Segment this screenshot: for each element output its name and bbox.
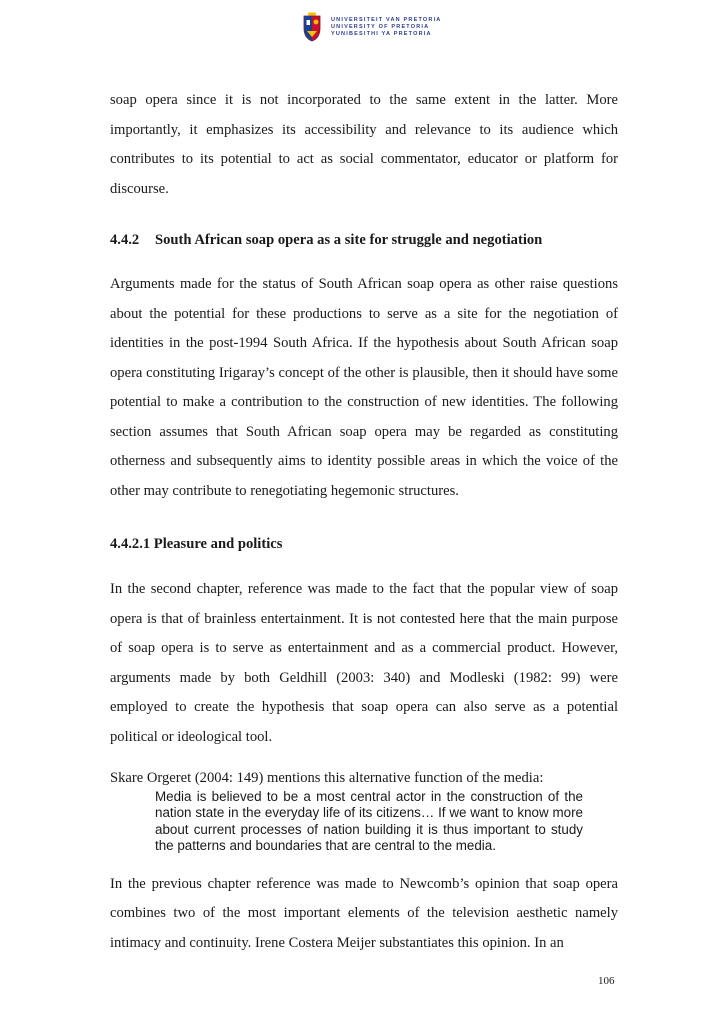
section-number: 4.4.2 [110, 232, 140, 248]
section-heading [110, 230, 618, 250]
page-number: 106 [598, 975, 615, 987]
subsection-heading: 4.4.2.1 Pleasure and politics [110, 536, 283, 552]
paragraph-second-chapter: In the second chapter, reference was made to the fact that the popular view of soap opera is that of brainless entertainment. It is not contested here that the main purpose of soap opera is to serve as entertainment and as a commercial product. However, arguments made by both Geldhill (2003: 340) and Modleski (1982: 99) were employed to create the hypothesis that soap opera can also serve as a potential political or ideological tool. [110, 581, 618, 745]
block-quote: Media is believed to be a most central actor in the construction of the nation state in the everyday life of its citizens… If we want to know more about current processes of nation building it is thus important to study the patterns and boundaries that are central to the media. [155, 788, 583, 853]
section-title: South African soap opera as a site for struggle and negotiation [155, 232, 543, 248]
university-names [331, 17, 441, 38]
page-body [110, 86, 618, 958]
paragraph-arguments: Arguments made for the status of South African soap opera as other raise questions about the potential for these productions to serve as a site for the negotiation of identities in the post-1994 South Africa. If the hypothesis about South African soap opera constituting Irigaray’s concept of the other is plausible, then it should have some potential to make a contribution to the construction of new identities. The following section assumes that South African soap opera may be regarded as constituting otherness and subsequently aims to identity possible areas in which the voice of the other may contribute to renegotiating hegemonic structures. [110, 276, 618, 499]
page-header [301, 10, 441, 44]
university-name-sepedi: YUNIBESITHI YA PRETORIA [331, 30, 432, 37]
university-crest-icon [301, 12, 323, 42]
paragraph-continuation: soap opera since it is not incorporated to the same extent in the latter. More importantly, it emphasizes its accessibility and relevance to its audience which contributes to its potential to act as social commentator, educator or platform for discourse. [110, 92, 618, 197]
paragraph-newcomb: In the previous chapter reference was made to Newcomb’s opinion that soap opera combines two of the most important elements of the television aesthetic namely intimacy and continuity. Irene Costera Meijer substantiates this opinion. In an [110, 875, 618, 951]
paragraph-quote-intro: Skare Orgeret (2004: 149) mentions this alternative function of the media: [110, 770, 544, 786]
university-name-afrikaans: UNIVERSITEIT VAN PRETORIA [331, 16, 442, 23]
university-name-english: UNIVERSITY OF PRETORIA [331, 23, 430, 30]
